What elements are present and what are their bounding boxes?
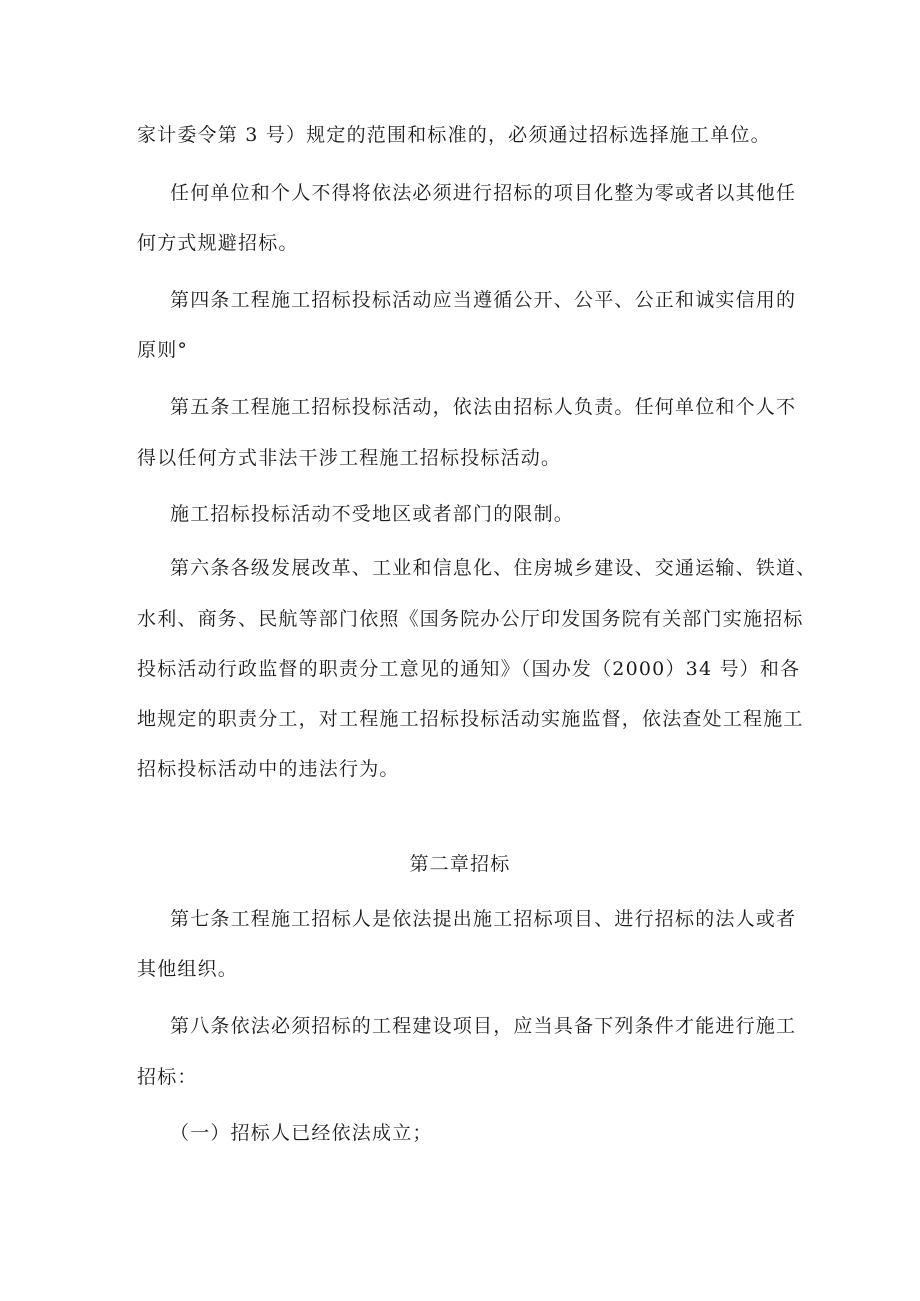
text-line: 施工招标投标活动不受地区或者部门的限制。 xyxy=(170,503,575,525)
text-line: 何方式规避招标。 xyxy=(137,232,299,254)
text-line: 任何单位和个人不得将依法必须进行招标的项目化整为零或者以其他任 xyxy=(170,182,797,204)
text-line: 其他组织。 xyxy=(137,958,239,980)
text-line: 招标投标活动中的违法行为。 xyxy=(137,758,400,780)
text-line: 家计委令第 3 号）规定的范围和标准的，必须通过招标选择施工单位。 xyxy=(137,124,771,146)
text-line: （一）招标人已经依法成立； xyxy=(170,1122,433,1144)
text-line: 地规定的职责分工，对工程施工招标投标活动实施监督，依法查处工程施工 xyxy=(137,708,804,730)
text-line: 第七条工程施工招标人是依法提出施工招标项目、进行招标的法人或者 xyxy=(170,908,797,930)
text-line: 第六条各级发展改革、工业和信息化、住房城乡建设、交通运输、铁道、 xyxy=(170,557,817,579)
text-line: 得以任何方式非法干涉工程施工招标投标活动。 xyxy=(137,447,562,469)
text-line: 第四条工程施工招标投标活动应当遵循公开、公平、公正和诚实信用的 xyxy=(170,289,797,311)
text-line: 原则° xyxy=(137,339,189,361)
chapter-heading: 第二章招标 xyxy=(409,853,511,875)
text-line: 水利、商务、民航等部门依照《国务院办公厅印发国务院有关部门实施招标 xyxy=(137,608,804,630)
text-line: 第五条工程施工招标投标活动，依法由招标人负责。任何单位和个人不 xyxy=(170,396,797,418)
text-line: 投标活动行政监督的职责分工意见的通知》（国办发（2000）34 号）和各 xyxy=(137,658,801,680)
text-line: 招标： xyxy=(137,1066,198,1088)
text-line: 第八条依法必须招标的工程建设项目，应当具备下列条件才能进行施工 xyxy=(170,1015,797,1037)
